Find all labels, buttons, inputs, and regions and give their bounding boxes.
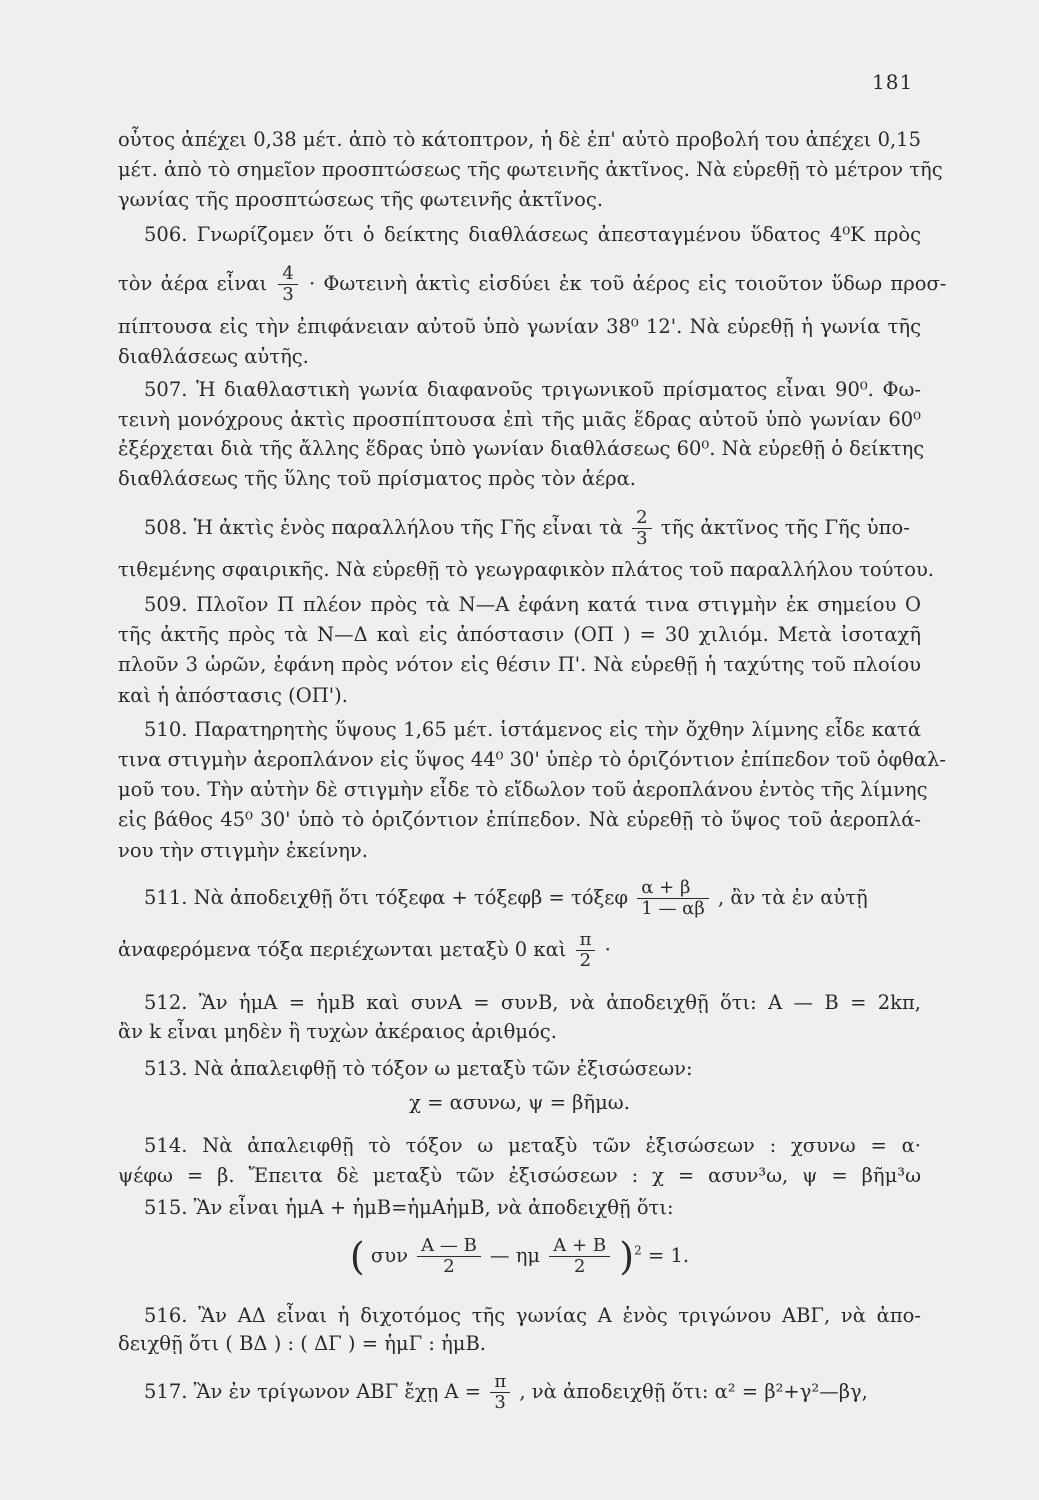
problem-509-line: καὶ ἡ ἀπόστασις (ΟΠ').	[118, 684, 348, 707]
problem-515-equation: ( συν $\frac{A — B}{2}$ — ημ $\frac{A + B}{2}$ )$^2$ = 1.	[349, 1234, 690, 1279]
problem-506-line: τὸν ἀέρα εἶναι $\frac{4}{3}$ · Φωτεινὴ ἀκτὶς εἰσδύει ἐκ τοῦ ἀέρος εἰς τοιοῦτον ὕδωρ προσ-	[118, 263, 947, 305]
problem-509-line: 509. Πλοῖον Π πλέον πρὸς τὰ Ν—Α ἐφάνη κατά τινα στιγμὴν ἐκ σημείου Ο	[144, 593, 921, 616]
problem-515-line: 515. Ἂν εἶναι ἡμΑ + ἡμΒ=ἡμΑἡμΒ, νὰ ἀποδειχθῇ ὅτι:	[144, 1196, 674, 1219]
page-number: 181	[872, 70, 914, 94]
problem-507-line: 507. Ἡ διαθλαστικὴ γωνία διαφανοῦς τριγωνικοῦ πρίσματος εἶναι 90⁰. Φω-	[144, 378, 921, 401]
problem-508-line: τιθεμένης σφαιρικῆς. Νὰ εὑρεθῇ τὸ γεωγραφικὸν πλάτος τοῦ παραλλήλου τούτου.	[118, 558, 935, 581]
problem-506-line: διαθλάσεως αὐτῆς.	[118, 345, 309, 368]
problem-513-equation: χ = ασυνω, ψ = βῆμω.	[409, 1091, 630, 1114]
problem-517-line: 517. Ἂν ἐν τρίγωνον ΑΒΓ ἔχῃ Α = $\frac{\pi}{3}$ , νὰ ἀποδειχθῇ ὅτι: α² = β²+γ²—βγ,	[144, 1371, 868, 1413]
problem-508-line: 508. Ἡ ἀκτὶς ἑνὸς παραλλήλου τῆς Γῆς εἶναι τὰ $\frac{2}{3}$ τῆς ἀκτῖνος τῆς Γῆς ὑπο-	[144, 507, 910, 549]
text-line: οὗτος ἀπέχει 0,38 μέτ. ἀπὸ τὸ κάτοπτρον, ἡ δὲ ἐπ' αὐτὸ προβολή του ἀπέχει 0,15	[118, 128, 921, 151]
problem-514-line: 514. Νὰ ἀπαλειφθῇ τὸ τόξον ω μεταξὺ τῶν ἐξισώσεων : χσυνω = α·	[144, 1134, 921, 1157]
problem-507-line: διαθλάσεως τῆς ὕλης τοῦ πρίσματος πρὸς τὸν ἀέρα.	[118, 467, 636, 490]
fraction: $\frac{\pi}{2}$	[576, 930, 596, 971]
problem-510-line: τινα στιγμὴν ἀεροπλάνον εἰς ὕψος 44⁰ 30' ὑπὲρ τὸ ὁριζόντιον ἐπίπεδον τοῦ ὀφθαλ-	[118, 748, 946, 771]
text-line: γωνίας τῆς προσπτώσεως τῆς φωτεινῆς ἀκτῖνος.	[118, 188, 604, 211]
problem-510-line: μοῦ του. Τὴν αὐτὴν δὲ στιγμὴν εἶδε τὸ εἴδωλον τοῦ ἀεροπλάνου ἐντὸς τῆς λίμνης	[118, 778, 928, 801]
problem-510-line: εἰς βάθος 45⁰ 30' ὑπὸ τὸ ὁριζόντιον ἐπίπεδον. Νὰ εὑρεθῇ τὸ ὕψος τοῦ ἀεροπλά-	[118, 808, 921, 831]
problem-512-line: 512. Ἂν ἡμΑ = ἡμΒ καὶ συνΑ = συνΒ, νὰ ἀποδειχθῇ ὅτι: Α — Β = 2kπ,	[144, 991, 921, 1014]
problem-513-line: 513. Νὰ ἀπαλειφθῇ τὸ τόξον ω μεταξὺ τῶν ἐξισώσεων:	[144, 1057, 693, 1080]
text-line: μέτ. ἀπὸ τὸ σημεῖον προσπτώσεως τῆς φωτεινῆς ἀκτῖνος. Νὰ εὑρεθῇ τὸ μέτρον τῆς	[118, 158, 943, 181]
problem-506-line: πίπτουσα εἰς τὴν ἐπιφάνειαν αὐτοῦ ὑπὸ γωνίαν 38⁰ 12'. Νὰ εὑρεθῇ ἡ γωνία τῆς	[118, 315, 921, 338]
problem-516-line: δειχθῇ ὅτι ( ΒΔ ) : ( ΔΓ ) = ἡμΓ : ἡμΒ.	[118, 1332, 486, 1355]
problem-511-line: ἀναφερόμενα τόξα περιέχωνται μεταξὺ 0 καὶ $\frac{\pi}{2}$ ·	[118, 929, 611, 971]
fraction: $\frac{\pi}{3}$	[490, 1372, 510, 1413]
fraction: $\frac{\alpha + \beta}{1 — \alpha\beta}$	[637, 878, 708, 919]
fraction: $\frac{A + B}{2}$	[549, 1236, 610, 1277]
problem-510-line: 510. Παρατηρητὴς ὕψους 1,65 μέτ. ἱστάμενος εἰς τὴν ὄχθην λίμνης εἶδε κατά	[144, 718, 921, 741]
problem-507-line: τεινὴ μονόχρους ἀκτὶς προσπίπτουσα ἐπὶ τῆς μιᾶς ἕδρας αὐτοῦ ὑπὸ γωνίαν 60⁰	[118, 408, 921, 431]
fraction: $\frac{2}{3}$	[632, 508, 651, 549]
problem-511-line: 511. Νὰ ἀποδειχθῇ ὅτι τόξεφα + τόξεφβ = τόξεφ $\frac{\alpha + \beta}{1 — \alpha\beta}$ , ἂν τὰ ἐν αὐτῇ	[144, 877, 868, 919]
problem-514-line: ψέφω = β. Ἔπειτα δὲ μεταξὺ τῶν ἐξισώσεων : χ = ασυν³ω, ψ = βῆμ³ω	[118, 1164, 921, 1187]
problem-509-line: πλοῦν 3 ὡρῶν, ἐφάνη πρὸς νότον εἰς θέσιν Π'. Νὰ εὑρεθῇ ἡ ταχύτης τοῦ πλοίου	[118, 653, 921, 676]
fraction: $\frac{A — B}{2}$	[417, 1236, 481, 1277]
problem-512-line: ἂν k εἶναι μηδὲν ἢ τυχὼν ἀκέραιος ἀριθμός.	[118, 1020, 557, 1043]
problem-509-line: τῆς ἀκτῆς πρὸς τὰ Ν—Δ καὶ εἰς ἀπόστασιν (ΟΠ ) = 30 χιλιόμ. Μετὰ ἰσοταχῆ	[118, 623, 921, 646]
problem-507-line: ἐξέρχεται διὰ τῆς ἄλλης ἕδρας ὑπὸ γωνίαν διαθλάσεως 60⁰. Νὰ εὑρεθῇ ὁ δείκτης	[118, 437, 925, 460]
problem-516-line: 516. Ἂν ΑΔ εἶναι ἡ διχοτόμος τῆς γωνίας Α ἑνὸς τριγώνου ΑΒΓ, νὰ ἀπο-	[144, 1304, 921, 1327]
problem-506-line: 506. Γνωρίζομεν ὅτι ὁ δείκτης διαθλάσεως ἀπεσταγμένου ὕδατος 4⁰Κ πρὸς	[144, 223, 921, 246]
fraction: $\frac{4}{3}$	[278, 264, 297, 305]
problem-510-line: νου τὴν στιγμὴν ἐκείνην.	[118, 839, 368, 862]
